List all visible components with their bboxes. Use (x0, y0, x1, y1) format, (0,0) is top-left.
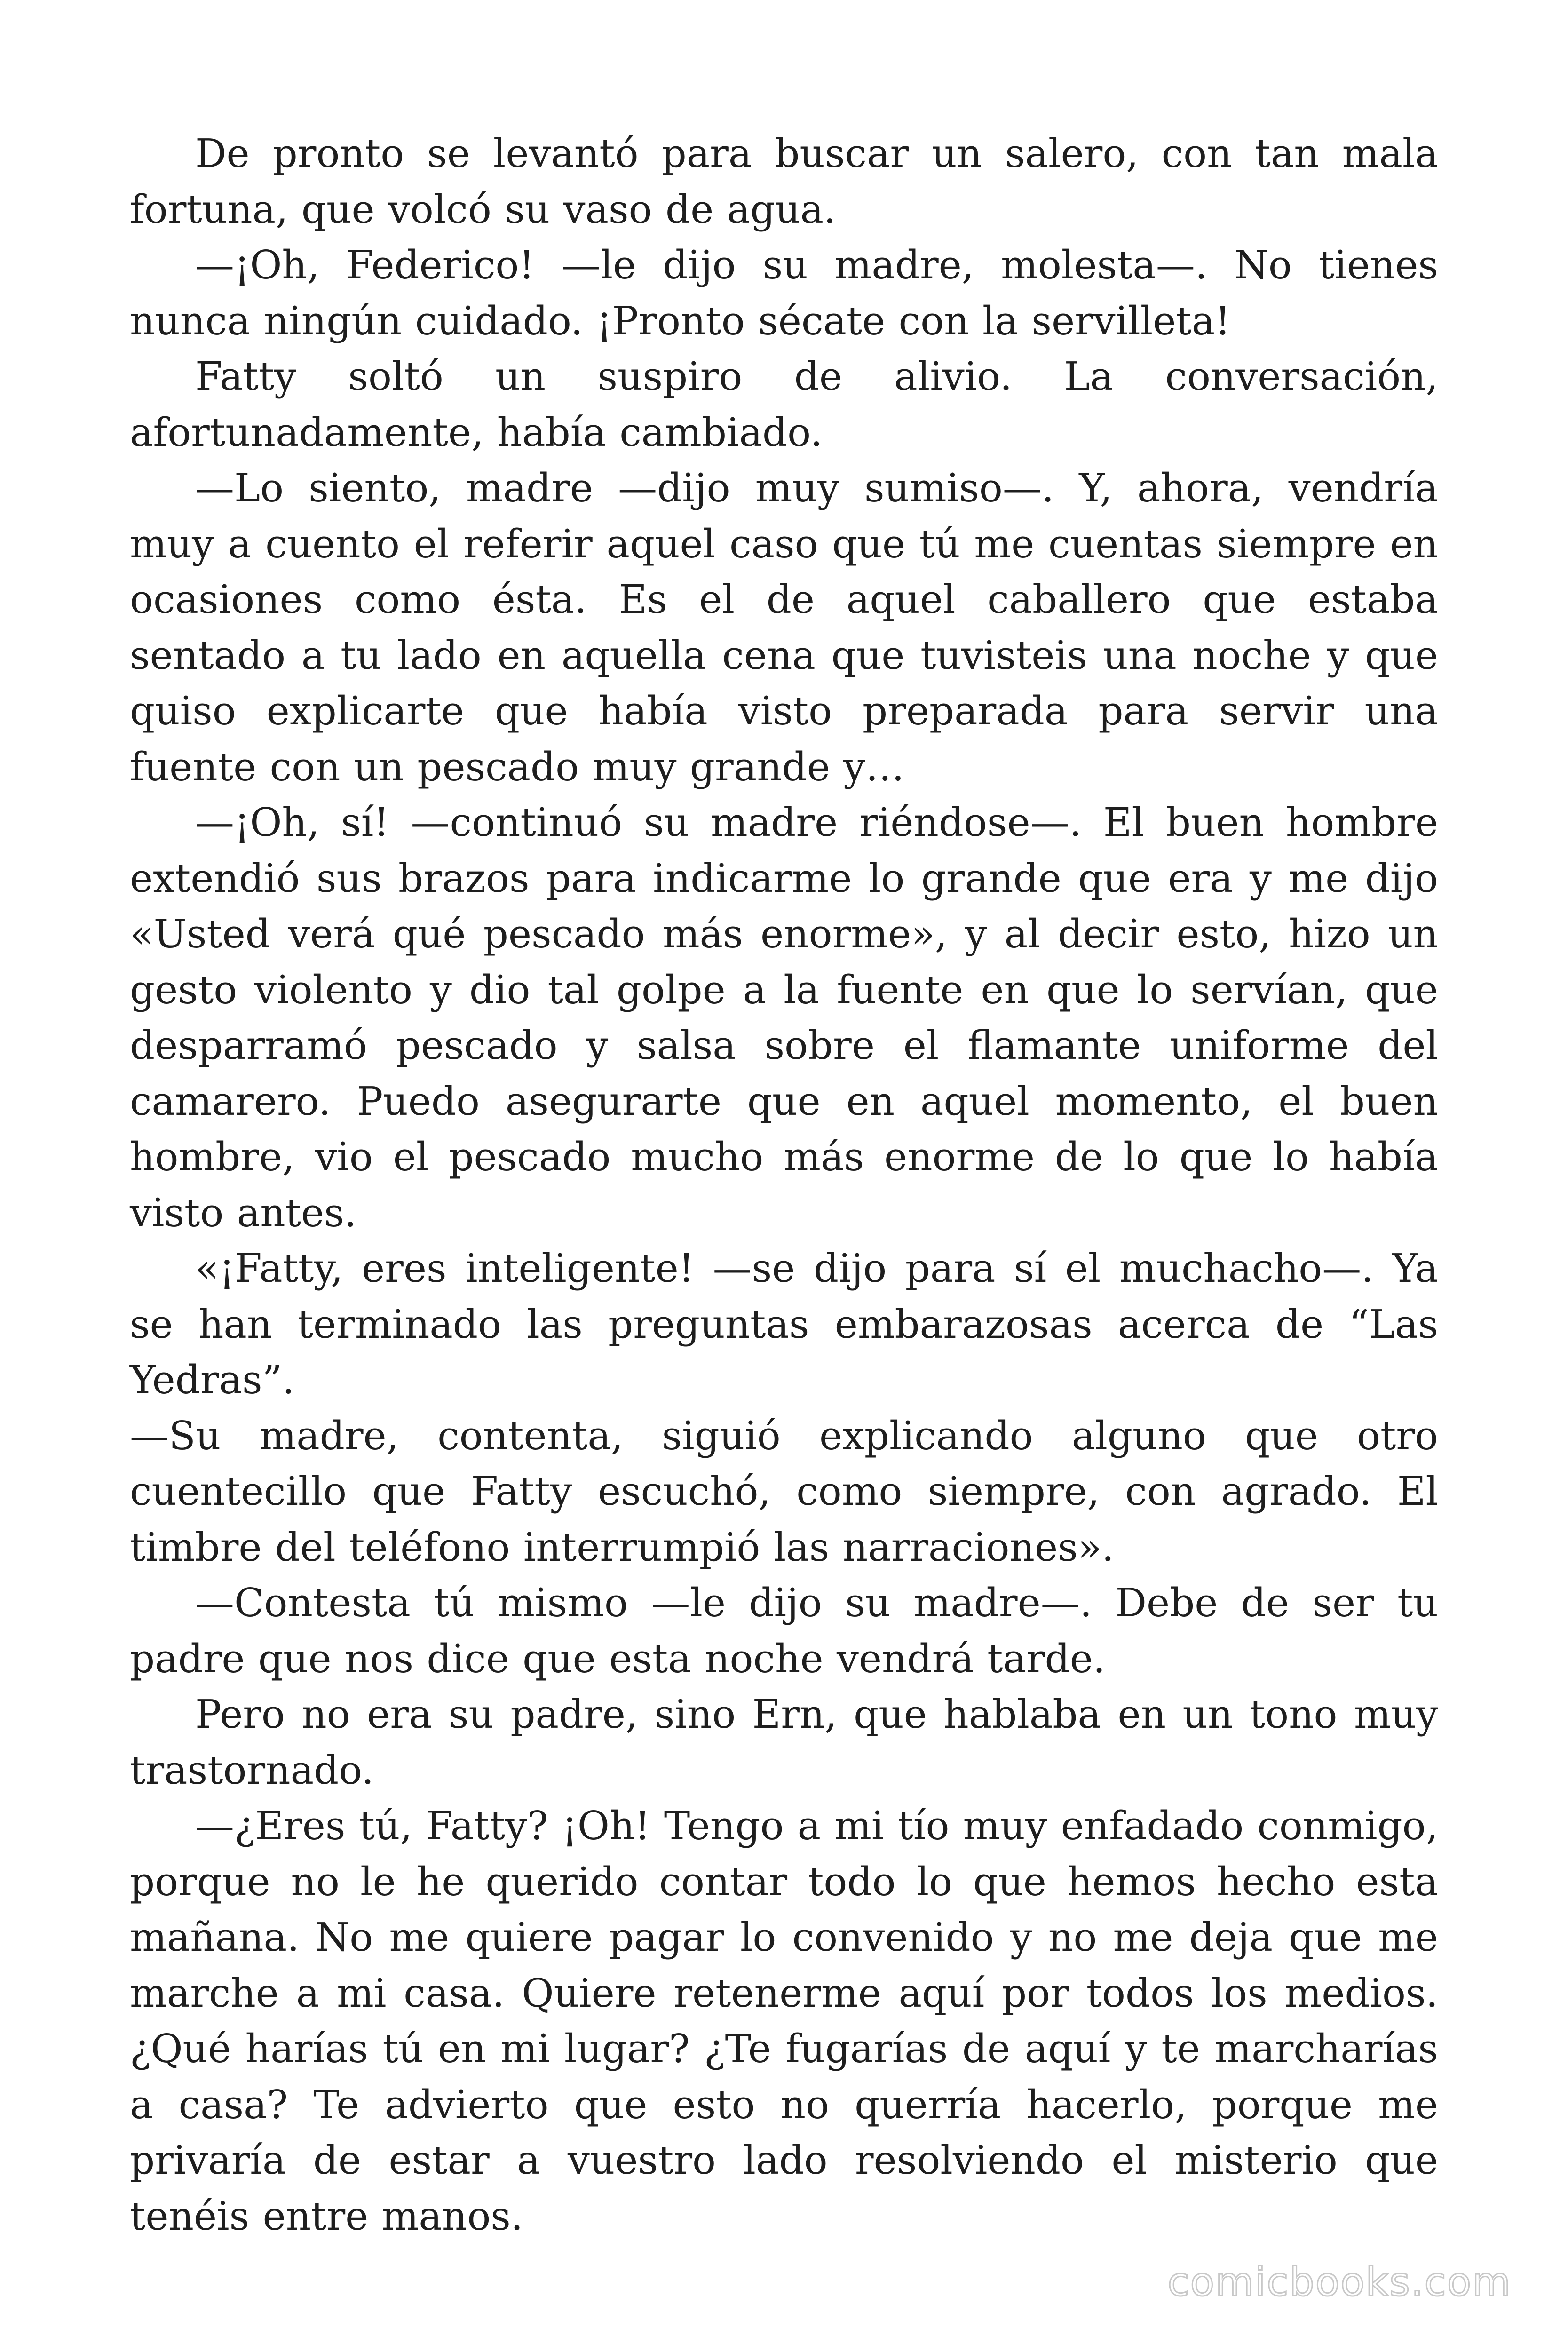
page-body (130, 126, 1438, 2244)
paragraph: De pronto se levantó para buscar un salero, con tan mala fortuna, que volcó su vaso de agua. (130, 131, 1438, 232)
paragraph: —¿Eres tú, Fatty? ¡Oh! Tengo a mi tío muy enfadado conmigo, porque no le he querido contar todo lo que hemos hecho esta mañana. No me quiere pagar lo convenido y no me deja que me marche a mi casa. Quiere retenerme aquí por todos los medios. ¿Qué harías tú en mi lugar? ¿Te fugarías de aquí y te marcharías a casa? Te advierto que esto no querría hacerlo, porque me privaría de estar a vuestro lado resolviendo el misterio que tenéis entre manos. (130, 1803, 1438, 2239)
paragraph: —Lo siento, madre —dijo muy sumiso—. Y, ahora, vendría muy a cuento el referir aquel caso que tú me cuentas siempre en ocasiones como ésta. Es el de aquel caballero que estaba sentado a tu lado en aquella cena que tuvisteis una noche y que quiso explicarte que había visto preparada para servir una fuente con un pescado muy grande y… (130, 465, 1438, 790)
paragraph: —¡Oh, Federico! —le dijo su madre, molesta—. No tienes nunca ningún cuidado. ¡Pronto sécate con la servilleta! (130, 242, 1438, 344)
paragraph: —¡Oh, sí! —continuó su madre riéndose—. El buen hombre extendió sus brazos para indicarme lo grande que era y me dijo «Usted verá qué pescado más enorme», y al decir esto, hizo un gesto violento y dio tal golpe a la fuente en que lo servían, que desparramó pescado y salsa sobre el flamante uniforme del camarero. Puedo asegurarte que en aquel momento, el buen hombre, vio el pescado mucho más enorme de lo que lo había visto antes. (130, 800, 1438, 1236)
paragraph: «¡Fatty, eres inteligente! —se dijo para sí el muchacho—. Ya se han terminado las preguntas embarazosas acerca de “Las Yedras”. (130, 1246, 1438, 1403)
watermark: comicbooks.com (1167, 2259, 1512, 2305)
paragraph: —Contesta tú mismo —le dijo su madre—. Debe de ser tu padre que nos dice que esta noche vendrá tarde. (130, 1580, 1438, 1682)
paragraph: —Su madre, contenta, siguió explicando alguno que otro cuentecillo que Fatty escuchó, como siempre, con agrado. El timbre del teléfono interrumpió las narraciones». (130, 1413, 1438, 1570)
paragraph: Fatty soltó un suspiro de alivio. La conversación, afortunadamente, había cambiado. (130, 354, 1438, 455)
paragraph: Pero no era su padre, sino Ern, que hablaba en un tono muy trastornado. (130, 1692, 1438, 1793)
